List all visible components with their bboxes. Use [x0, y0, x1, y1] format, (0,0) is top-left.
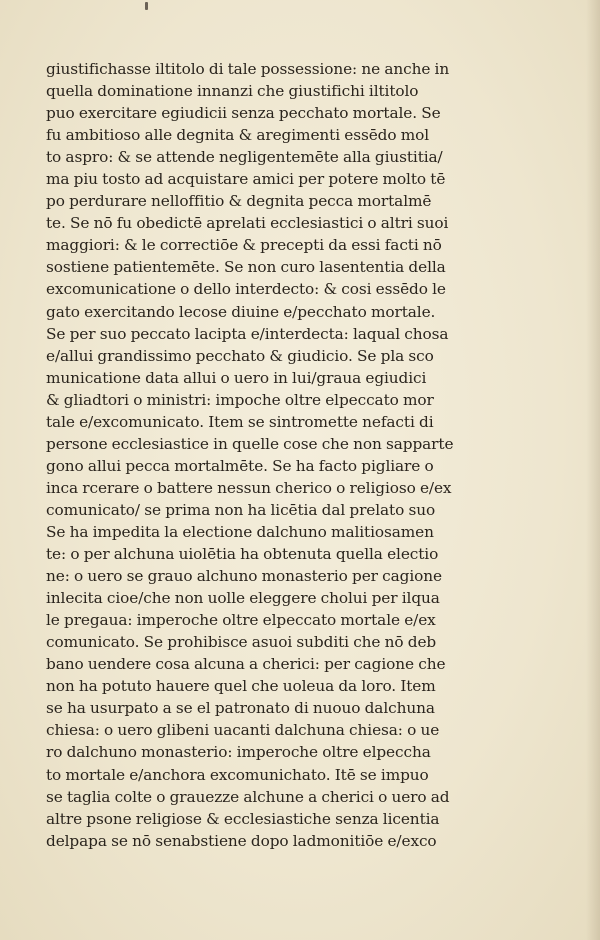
text-line: Se ha impedita la electione dalchuno malitiosamen	[46, 522, 434, 541]
ink-mark	[145, 2, 148, 10]
text-line: giustifichasse iltitolo di tale possessione: ne anche in	[46, 60, 450, 78]
text-line: ma piu tosto ad acquistare amici per potere molto tē	[46, 170, 446, 189]
text-line: to aspro: & se attende negligentemēte alla giustitia/	[46, 148, 443, 167]
text-line: non ha potuto hauere quel che uoleua da loro. Item	[46, 677, 436, 696]
text-line: municatione data allui o uero in lui/graua egiudici	[46, 368, 427, 387]
text-line: gono allui pecca mortalmēte. Se ha facto pigliare o	[46, 456, 434, 475]
text-line: sostiene patientemēte. Se non curo lasententia della	[46, 258, 446, 277]
text-line: e/allui grandissimo pecchato & giudicio. Se pla sco	[46, 346, 434, 365]
text-line: persone ecclesiastice in quelle cose che non sapparte	[46, 434, 454, 453]
text-line: to mortale e/anchora excomunichato. Itē se impuo	[46, 765, 429, 784]
text-line: se taglia colte o grauezze alchune a cherici o uero ad	[46, 787, 450, 806]
text-line: tale e/excomunicato. Item se sintromette nefacti di	[46, 412, 434, 431]
text-line: bano uendere cosa alcuna a cherici: per cagione che	[46, 655, 446, 674]
text-line: inlecita cioe/che non uolle eleggere cholui per ilqua	[46, 589, 440, 608]
text-line: delpapa se nō senabstiene dopo ladmonitiōe e/exco	[46, 831, 437, 850]
text-line: se ha usurpato a se el patronato di nuouo dalchuna	[46, 699, 435, 718]
text-line: & gliadtori o ministri: impoche oltre elpeccato mor	[46, 390, 434, 409]
text-line: Se per suo peccato lacipta e/interdecta: laqual chosa	[46, 324, 449, 343]
text-line: te. Se nō fu obedictē aprelati ecclesiastici o altri suoi	[46, 214, 449, 233]
text-line: fu ambitioso alle degnita & aregimenti essēdo mol	[46, 126, 430, 145]
text-line: gato exercitando lecose diuine e/pecchato mortale.	[46, 302, 436, 321]
text-line: excomunicatione o dello interdecto: & cosi essēdo le	[46, 280, 446, 299]
text-line: maggiori: & le correctiōe & precepti da essi facti nō	[46, 236, 442, 255]
text-line: comunicato/ se prima non ha licētia dal prelato suo	[46, 500, 436, 519]
text-line: te: o per alchuna uiolētia ha obtenuta quella electio	[46, 545, 439, 564]
text-line: chiesa: o uero glibeni uacanti dalchuna chiesa: o ue	[46, 721, 440, 740]
text-line: comunicato. Se prohibisce asuoi subditi che nō deb	[46, 633, 437, 652]
text-line: inca rcerare o battere nessun cherico o religioso e/ex	[46, 478, 452, 497]
text-line: ne: o uero se grauo alchuno monasterio per cagione	[46, 567, 442, 586]
text-line: po perdurare nelloffitio & degnita pecca mortalmē	[46, 192, 432, 211]
page-edge-shadow	[586, 0, 600, 940]
text-line: le pregaua: imperoche oltre elpeccato mortale e/ex	[46, 611, 436, 630]
text-block	[46, 58, 458, 852]
text-line: puo exercitare egiudicii senza pecchato mortale. Se	[46, 104, 441, 123]
text-line: altre psone religiose & ecclesiastiche senza licentia	[46, 809, 440, 828]
text-line: quella dominatione innanzi che giustifichi iltitolo	[46, 82, 419, 101]
text-line: ro dalchuno monasterio: imperoche oltre elpeccha	[46, 743, 431, 762]
